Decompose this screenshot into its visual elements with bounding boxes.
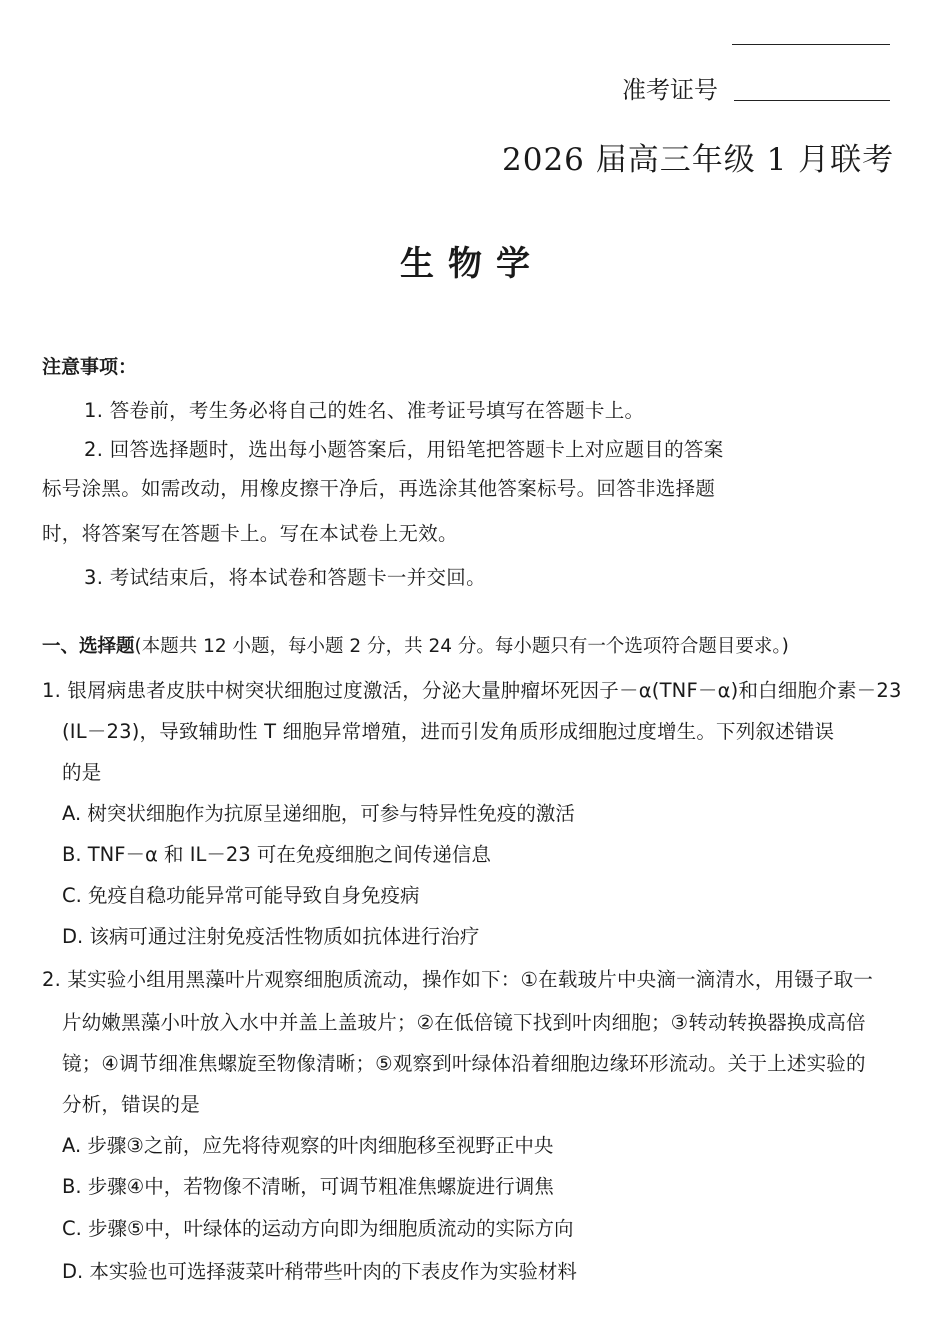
top-blank-line	[732, 44, 890, 45]
notice-item-2-cont2: 时，将答案写在答题卡上。写在本试卷上无效。	[42, 522, 458, 545]
exam-title: 2026 届高三年级 1 月联考	[502, 142, 895, 178]
question-2-line-3: 镜；④调节细准焦螺旋至物像清晰；⑤观察到叶绿体沿着细胞边缘环形流动。关于上述实验的	[62, 1052, 866, 1075]
question-1-option-c: C. 免疫自稳功能异常可能导致自身免疫病	[62, 884, 420, 907]
section-heading-title: 一、选择题	[42, 636, 135, 657]
question-1-line-3: 的是	[62, 761, 102, 784]
question-1-line-1: 1. 银屑病患者皮肤中树突状细胞过度激活，分泌大量肿瘤坏死因子－α(TNF－α)和白细胞介素－23	[42, 679, 902, 702]
question-2-line-4: 分析，错误的是	[62, 1093, 200, 1116]
question-1-line-2: (IL－23)，导致辅助性 T 细胞异常增殖，进而引发角质形成细胞过度增生。下列叙述错误	[62, 720, 835, 743]
question-2-option-a: A. 步骤③之前，应先将待观察的叶肉细胞移至视野正中央	[62, 1134, 554, 1157]
notice-item-2: 2. 回答选择题时，选出每小题答案后，用铅笔把答题卡上对应题目的答案	[84, 438, 724, 461]
question-2-option-d: D. 本实验也可选择菠菜叶稍带些叶肉的下表皮作为实验材料	[62, 1260, 577, 1283]
question-2-option-b: B. 步骤④中，若物像不清晰，可调节粗准焦螺旋进行调焦	[62, 1175, 554, 1198]
section-heading	[42, 632, 789, 658]
question-2-line-1: 2. 某实验小组用黑藻叶片观察细胞质流动，操作如下：①在载玻片中央滴一滴清水，用镊子取一	[42, 968, 874, 991]
question-1-option-a: A. 树突状细胞作为抗原呈递细胞，可参与特异性免疫的激活	[62, 802, 575, 825]
exam-number-label: 准考证号	[622, 76, 718, 104]
notice-item-3: 3. 考试结束后，将本试卷和答题卡一并交回。	[84, 566, 486, 589]
notice-item-1: 1. 答卷前，考生务必将自己的姓名、准考证号填写在答题卡上。	[84, 399, 645, 422]
exam-number-blank	[734, 100, 890, 101]
subject-title: 生物学	[400, 244, 544, 284]
question-1-option-b: B. TNF－α 和 IL－23 可在免疫细胞之间传递信息	[62, 843, 491, 866]
section-heading-desc: (本题共 12 小题，每小题 2 分，共 24 分。每小题只有一个选项符合题目要求。)	[134, 636, 789, 657]
question-1-option-d: D. 该病可通过注射免疫活性物质如抗体进行治疗	[62, 925, 480, 948]
question-2-line-2: 片幼嫩黑藻小叶放入水中并盖上盖玻片；②在低倍镜下找到叶肉细胞；③转动转换器换成高倍	[62, 1011, 866, 1034]
question-2-option-c: C. 步骤⑤中，叶绿体的运动方向即为细胞质流动的实际方向	[62, 1217, 574, 1240]
notice-item-2-cont: 标号涂黑。如需改动，用橡皮擦干净后，再选涂其他答案标号。回答非选择题	[42, 477, 716, 500]
notice-heading: 注意事项：	[42, 356, 138, 378]
